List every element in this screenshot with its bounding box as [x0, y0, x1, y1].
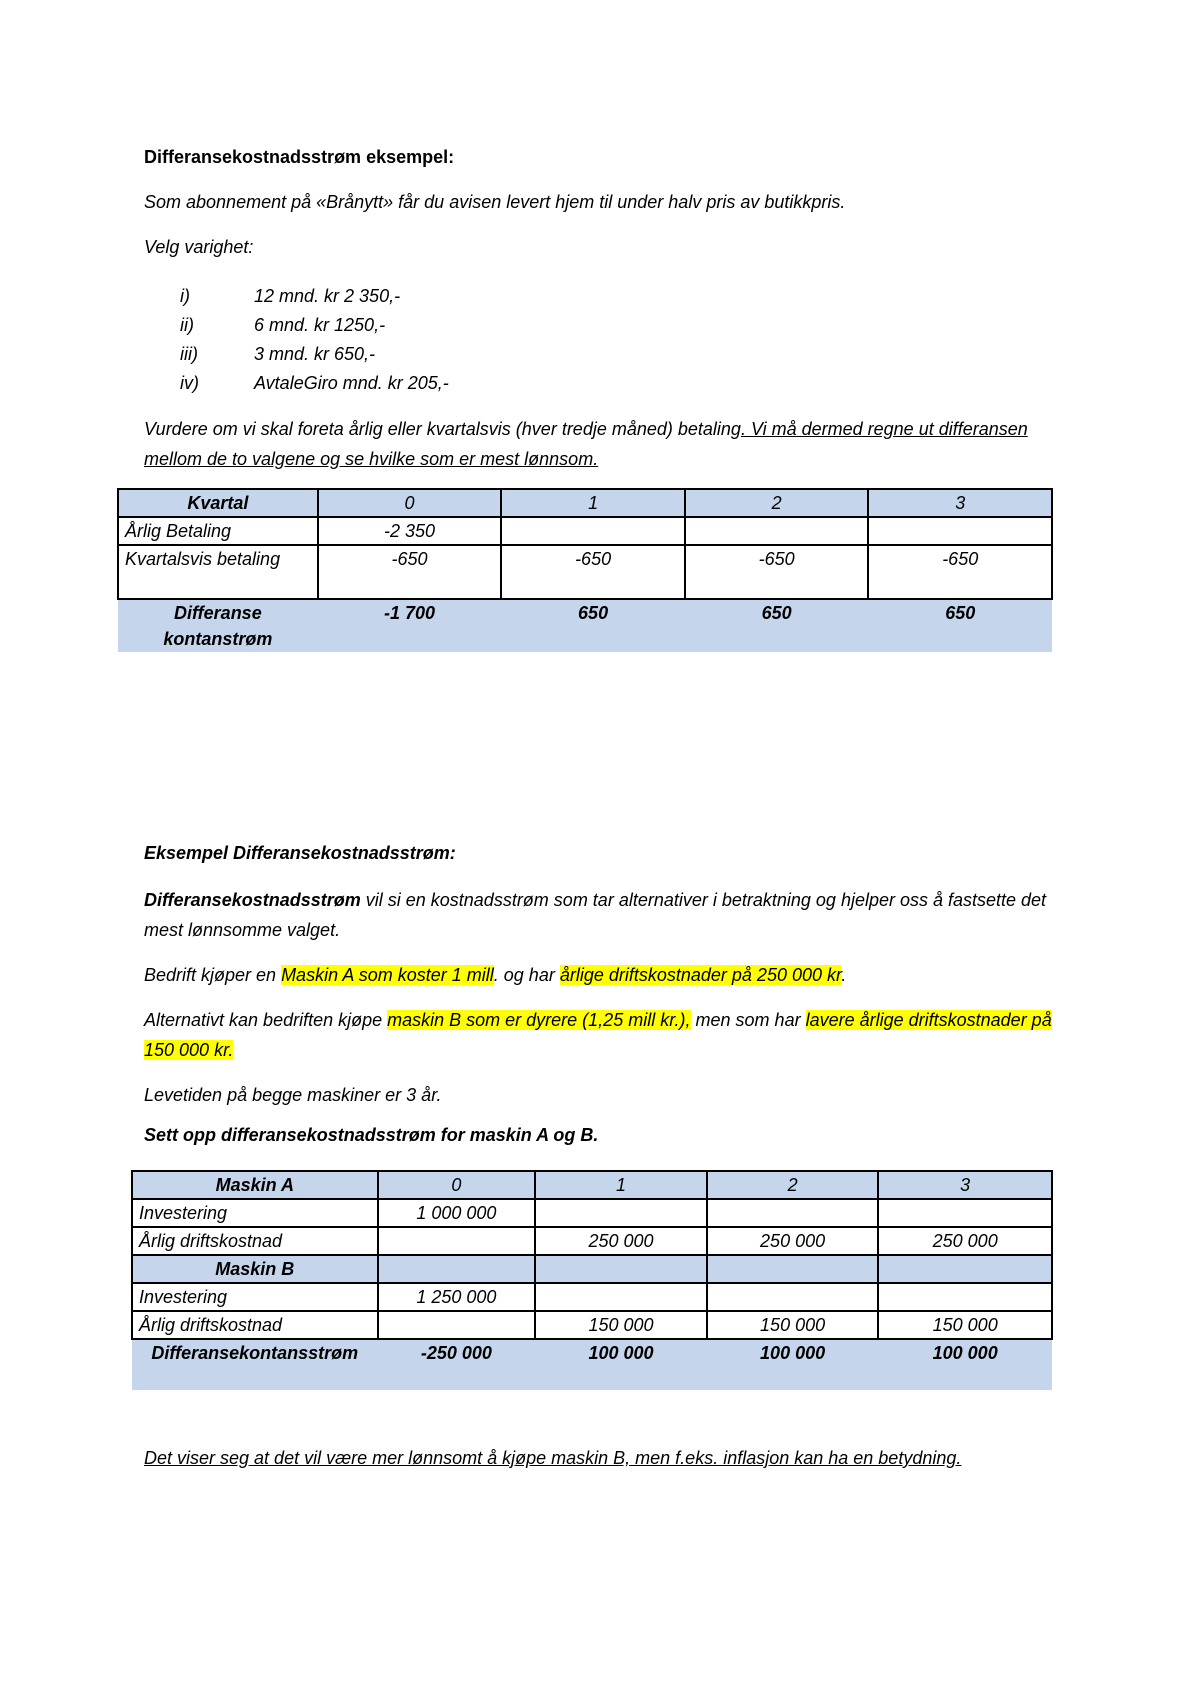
- table-subheader-row: Maskin B: [132, 1255, 1052, 1283]
- section2-heading: Eksempel Differansekostnadsstrøm:: [144, 843, 456, 863]
- table-row: Årlig Betaling -2 350: [118, 517, 1052, 545]
- machine-a-paragraph: Bedrift kjøper en Maskin A som koster 1 mill. og har årlige driftskostnader på 250 000 kr.: [144, 965, 847, 985]
- table-header-row: Kvartal 0 1 2 3: [118, 489, 1052, 517]
- table-row: Investering 1 000 000: [132, 1199, 1052, 1227]
- section1-heading: Differansekostnadsstrøm eksempel:: [144, 147, 455, 167]
- duration-option: i) 12 mnd. kr 2 350,-: [180, 286, 401, 306]
- task-heading: Sett opp differansekostnadsstrøm for maskin A og B.: [144, 1125, 599, 1145]
- choose-duration-label: Velg varighet:: [144, 237, 254, 257]
- duration-option: iv) AvtaleGiro mnd. kr 205,-: [180, 373, 449, 393]
- table-total-row: Differansekontansstrøm -250 000 100 000 100 000 100 000: [132, 1339, 1052, 1390]
- lifetime-paragraph: Levetiden på begge maskiner er 3 år.: [144, 1085, 442, 1105]
- table-row: Årlig driftskostnad 150 000 150 000 150 000: [132, 1311, 1052, 1339]
- table-total-row: Differanse kontanstrøm -1 700 650 650 650: [118, 599, 1052, 652]
- quarter-table: [117, 488, 1053, 652]
- table-row: Kvartalsvis betaling -650 -650 -650 -650: [118, 545, 1052, 599]
- machine-table: [131, 1170, 1053, 1390]
- duration-option: iii) 3 mnd. kr 650,-: [180, 344, 376, 364]
- machine-b-paragraph: Alternativt kan bedriften kjøpe maskin B som er dyrere (1,25 mill kr.), men som har lavere årlige driftskostnader på 150 000 kr.: [144, 1010, 1052, 1060]
- definition-paragraph: Differansekostnadsstrøm vil si en kostnadsstrøm som tar alternativer i betraktning og hjelper oss å fastsette det mest lønnsomme valget.: [144, 890, 1047, 940]
- duration-option: ii) 6 mnd. kr 1250,-: [180, 315, 386, 335]
- table-row: Årlig driftskostnad 250 000 250 000 250 000: [132, 1227, 1052, 1255]
- table-header-row: Maskin A 0 1 2 3: [132, 1171, 1052, 1199]
- section1-intro: Som abonnement på «Brånytt» får du avisen levert hjem til under halv pris av butikkpris.: [144, 192, 846, 212]
- duration-options-list: [180, 282, 449, 398]
- table-row: Investering 1 250 000: [132, 1283, 1052, 1311]
- conclusion-paragraph: Det viser seg at det vil være mer lønnsomt å kjøpe maskin B, men f.eks. inflasjon kan ha en betydning.: [144, 1448, 962, 1468]
- evaluate-paragraph: Vurdere om vi skal foreta årlig eller kvartalsvis (hver tredje måned) betaling. Vi må dermed regne ut differansen mellom de to valgene og se hvilke som er mest lønnsom.: [144, 419, 1028, 469]
